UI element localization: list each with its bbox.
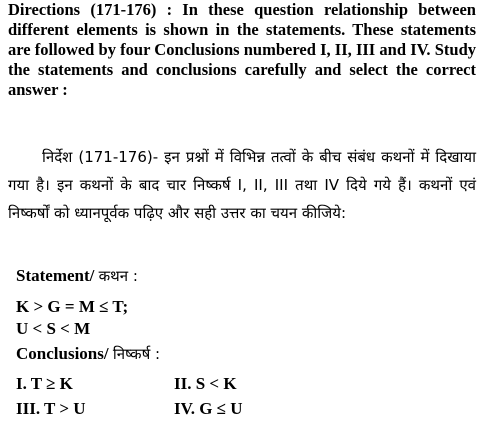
directions-hindi	[8, 143, 476, 227]
conclusion-4: IV. G ≤ U	[174, 399, 243, 418]
directions-english-text: Directions (171-176) : In these question relationship between different elements is shown in the statements. These statements are followed by four Conclusions numbered I, II, III and IV. Study the statements and conclusions carefully and select the correct answer :	[8, 0, 476, 99]
conclusion-3: III. T > U	[16, 399, 86, 418]
statement-heading-en: Statement/	[16, 266, 95, 285]
statement-line-2: U < S < M	[16, 319, 91, 338]
conclusion-1: I. T ≥ K	[16, 374, 73, 393]
conclusions-heading-hi: निष्कर्ष :	[112, 345, 161, 363]
conclusion-2: II. S < K	[174, 374, 237, 393]
statement-heading-hi: कथन :	[98, 267, 138, 285]
directions-hindi-text: निर्देश (171-176)- इन प्रश्नों में विभिन्न तत्वों के बीच संबंध कथनों में दिखाया गया है। इन कथनों के बाद चार निष्कर्ष I, II, III तथा IV दिये गये हैं। कथनों एवं निष्कर्षों को ध्यानपूर्वक पढ़िए और सही उत्तर का चयन कीजिये:	[8, 148, 476, 222]
conclusions-heading	[16, 343, 160, 365]
conclusions-heading-en: Conclusions/	[16, 344, 109, 363]
statement-heading	[16, 265, 138, 287]
statement-line-1: K > G = M ≤ T;	[16, 297, 129, 316]
directions-english	[8, 0, 476, 100]
